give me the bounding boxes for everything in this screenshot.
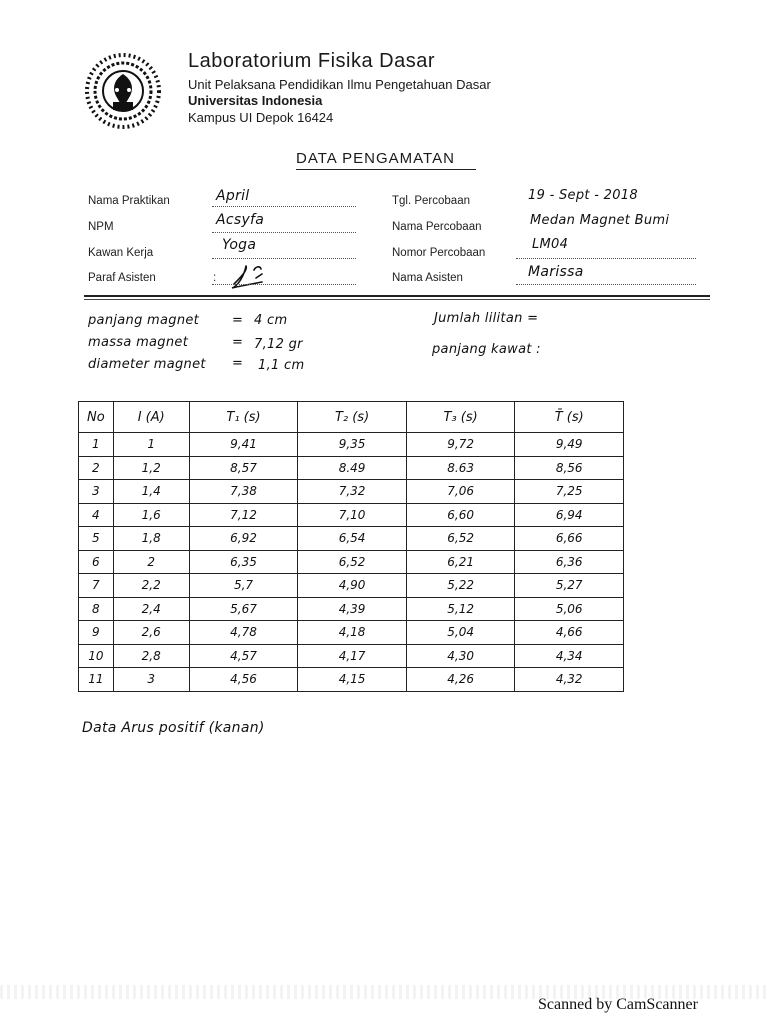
- table-cell: 2: [113, 550, 189, 574]
- value-npm: Acsyfa: [216, 212, 265, 228]
- col-header-t3: T₃ (s): [406, 402, 515, 433]
- value-panjang-magnet: 4 cm: [254, 313, 288, 328]
- table-cell: 4,78: [189, 621, 298, 645]
- dotted-line: [516, 284, 696, 285]
- table-cell: 4,90: [298, 574, 407, 598]
- table-cell: 6,66: [515, 527, 624, 551]
- value-tgl-percobaan: 19 - Sept - 2018: [528, 188, 638, 203]
- table-cell: 1,6: [113, 503, 189, 527]
- university-name: Universitas Indonesia: [188, 93, 323, 108]
- observation-table: [78, 401, 624, 692]
- table-cell: 5: [79, 527, 114, 551]
- separator-line: [84, 295, 710, 297]
- lab-title: Laboratorium Fisika Dasar: [188, 50, 436, 72]
- label-nama-asisten: Nama Asisten: [392, 272, 463, 284]
- table-cell: 11: [79, 668, 114, 692]
- table-cell: 7,06: [406, 480, 515, 504]
- value-nama-percobaan: Medan Magnet Bumi: [530, 213, 670, 228]
- document-title: DATA PENGAMATAN: [296, 150, 455, 167]
- table-cell: 2: [79, 456, 114, 480]
- table-cell: 6,35: [189, 550, 298, 574]
- table-cell: 4,30: [406, 644, 515, 668]
- sep-panjang-magnet: =: [232, 313, 244, 328]
- col-header-t2: T₂ (s): [298, 402, 407, 433]
- table-cell: 9,72: [406, 433, 515, 457]
- table-cell: 8.63: [406, 456, 515, 480]
- table-cell: 5,04: [406, 621, 515, 645]
- table-cell: 4,17: [298, 644, 407, 668]
- dotted-line: [212, 232, 356, 233]
- value-diameter-magnet: 1,1 cm: [258, 358, 305, 373]
- dotted-line: [516, 258, 696, 259]
- table-cell: 1,2: [113, 456, 189, 480]
- table-cell: 4,56: [189, 668, 298, 692]
- value-kawan-kerja: Yoga: [222, 237, 257, 253]
- table-cell: 3: [113, 668, 189, 692]
- table-cell: 1,8: [113, 527, 189, 551]
- label-paraf-asisten: Paraf Asisten: [88, 272, 156, 284]
- table-cell: 1: [79, 433, 114, 457]
- table-cell: 6,52: [298, 550, 407, 574]
- table-cell: 4,57: [189, 644, 298, 668]
- table-cell: 9,49: [515, 433, 624, 457]
- table-cell: 1,4: [113, 480, 189, 504]
- table-cell: 9,35: [298, 433, 407, 457]
- label-massa-magnet: massa magnet: [88, 335, 189, 350]
- table-cell: 7,10: [298, 503, 407, 527]
- signature-image: [228, 262, 268, 292]
- table-row: [79, 456, 624, 480]
- table-cell: 7: [79, 574, 114, 598]
- table-cell: 8: [79, 597, 114, 621]
- col-header-no: No: [79, 402, 114, 433]
- table-row: [79, 527, 624, 551]
- table-cell: 7,25: [515, 480, 624, 504]
- camscanner-watermark: Scanned by CamScanner: [538, 996, 698, 1013]
- table-cell: 7,38: [189, 480, 298, 504]
- table-row: [79, 621, 624, 645]
- table-cell: 5,27: [515, 574, 624, 598]
- col-header-t1: T₁ (s): [189, 402, 298, 433]
- table-cell: 2,2: [113, 574, 189, 598]
- table-cell: 4,26: [406, 668, 515, 692]
- table-row: [79, 433, 624, 457]
- label-panjang-magnet: panjang magnet: [88, 313, 200, 328]
- label-diameter-magnet: diameter magnet: [88, 357, 206, 372]
- table-cell: 2,4: [113, 597, 189, 621]
- table-cell: 4,18: [298, 621, 407, 645]
- dotted-line: [212, 284, 356, 285]
- value-nomor-percobaan: LM04: [532, 237, 569, 252]
- table-row: [79, 668, 624, 692]
- table-cell: 7,32: [298, 480, 407, 504]
- col-header-current: I (A): [113, 402, 189, 433]
- table-cell: 4,32: [515, 668, 624, 692]
- table-cell: 6,21: [406, 550, 515, 574]
- table-row: [79, 644, 624, 668]
- table-cell: 8.49: [298, 456, 407, 480]
- table-header-row: [79, 402, 624, 433]
- table-cell: 8,56: [515, 456, 624, 480]
- separator-line: [84, 299, 710, 300]
- campus-address: Kampus UI Depok 16424: [188, 110, 334, 125]
- dotted-line: [212, 258, 356, 259]
- table-cell: 4,34: [515, 644, 624, 668]
- table-cell: 10: [79, 644, 114, 668]
- col-header-t-mean: T̄ (s): [515, 402, 624, 433]
- table-cell: 9: [79, 621, 114, 645]
- table-cell: 6,92: [189, 527, 298, 551]
- table-cell: 2,8: [113, 644, 189, 668]
- table-cell: 4,66: [515, 621, 624, 645]
- table-cell: 6,36: [515, 550, 624, 574]
- table-cell: 5,22: [406, 574, 515, 598]
- label-kawan-kerja: Kawan Kerja: [88, 247, 154, 259]
- table-cell: 8,57: [189, 456, 298, 480]
- table-row: [79, 574, 624, 598]
- university-logo-icon: [84, 50, 162, 132]
- table-cell: 2,6: [113, 621, 189, 645]
- table-cell: 5,06: [515, 597, 624, 621]
- label-tgl-percobaan: Tgl. Percobaan: [392, 195, 470, 207]
- label-nama-praktikan: Nama Praktikan: [88, 195, 170, 207]
- value-nama-asisten: Marissa: [528, 264, 584, 280]
- table-cell: 5,67: [189, 597, 298, 621]
- table-cell: 6,60: [406, 503, 515, 527]
- label-jumlah-lilitan: Jumlah lilitan =: [434, 311, 539, 326]
- table-cell: 4,15: [298, 668, 407, 692]
- paraf-colon: :: [213, 272, 217, 284]
- data-note: Data Arus positif (kanan): [82, 720, 265, 736]
- table-cell: 6,52: [406, 527, 515, 551]
- sep-diameter-magnet: =: [232, 356, 244, 371]
- sep-massa-magnet: =: [232, 335, 244, 350]
- table-cell: 6: [79, 550, 114, 574]
- unit-name: Unit Pelaksana Pendidikan Ilmu Pengetahuan Dasar: [188, 77, 491, 92]
- label-nomor-percobaan: Nomor Percobaan: [392, 247, 486, 259]
- table-row: [79, 597, 624, 621]
- value-nama-praktikan: April: [216, 188, 250, 204]
- table-row: [79, 550, 624, 574]
- table-cell: 1: [113, 433, 189, 457]
- value-massa-magnet: 7,12 gr: [254, 337, 303, 352]
- table-cell: 7,12: [189, 503, 298, 527]
- table-cell: 6,94: [515, 503, 624, 527]
- table-row: [79, 503, 624, 527]
- table-cell: 4: [79, 503, 114, 527]
- title-underline: [296, 169, 476, 170]
- label-panjang-kawat: panjang kawat :: [432, 342, 541, 357]
- table-cell: 4,39: [298, 597, 407, 621]
- table-cell: 3: [79, 480, 114, 504]
- table-row: [79, 480, 624, 504]
- label-npm: NPM: [88, 221, 114, 233]
- table-cell: 6,54: [298, 527, 407, 551]
- table-cell: 5,7: [189, 574, 298, 598]
- label-nama-percobaan: Nama Percobaan: [392, 221, 482, 233]
- dotted-line: [212, 206, 356, 207]
- table-cell: 5,12: [406, 597, 515, 621]
- table-cell: 9,41: [189, 433, 298, 457]
